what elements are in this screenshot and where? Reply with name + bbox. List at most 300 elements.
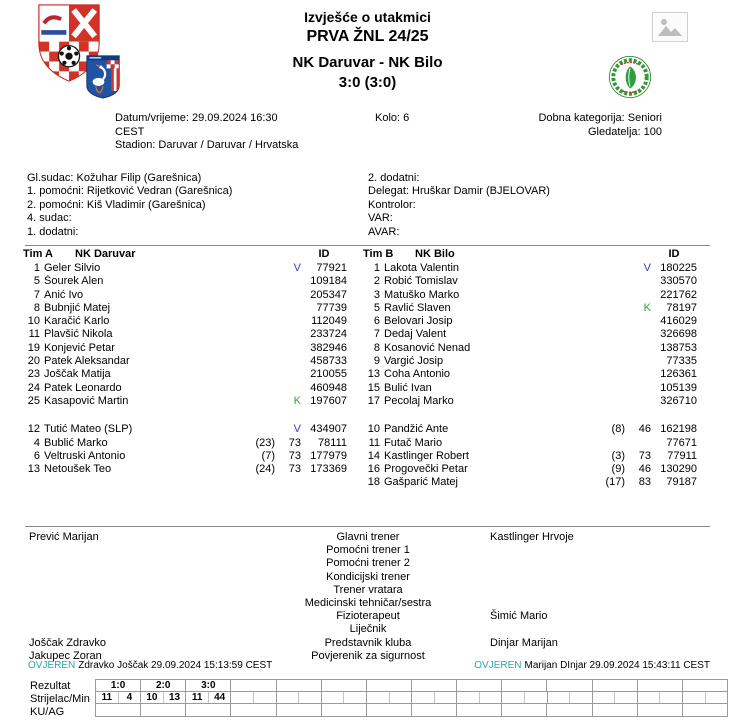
staff-role: Trener vratara (333, 583, 403, 596)
player-number: 10 (367, 423, 380, 436)
player-mark (625, 328, 651, 341)
player-sub-for (241, 275, 275, 288)
staff-name-team-a (25, 584, 268, 597)
player-number: 3 (373, 288, 380, 301)
player-sub-for (591, 368, 625, 381)
player-row (363, 423, 697, 436)
player-sub-for: (24) (255, 463, 275, 476)
player-sub-for (591, 382, 625, 395)
player-sub-for (591, 302, 625, 315)
scorer-min-cell (343, 692, 366, 703)
result-row-label: Strijelac/Min (30, 693, 90, 705)
player-id: 79187 (666, 476, 697, 489)
player-id: 197607 (310, 394, 347, 407)
staff-name-team-b (468, 597, 710, 610)
player-mark: V (293, 262, 301, 274)
player-name: Futač Mario (384, 436, 443, 449)
team-a-id-header: ID (318, 248, 330, 260)
scorer-min-cell (592, 692, 615, 703)
player-sub-for: (3) (611, 449, 625, 462)
score-cell (276, 680, 321, 691)
player-row (363, 315, 697, 328)
player-row (363, 275, 697, 288)
player-number: 24 (27, 381, 40, 394)
staff-role: Medicinski tehničar/sestra (304, 596, 432, 609)
player-number: 17 (367, 394, 380, 407)
official-entry: Kontrolor: (368, 198, 416, 211)
player-id: 382946 (310, 341, 347, 354)
staff-section (25, 531, 710, 663)
player-number: 8 (373, 341, 380, 354)
player-mark (275, 302, 301, 315)
player-sub-for: (9) (611, 463, 625, 476)
staff-name-team-b (468, 557, 710, 570)
scorer-min-cell (298, 692, 321, 703)
staff-row (25, 610, 710, 623)
player-mark: 46 (638, 463, 651, 476)
player-name: Geler Silvio (44, 262, 101, 274)
player-name: Lakota Valentin (384, 262, 460, 274)
official-entry: 1. pomoćni: Rijetković Vedran (Garešnica) (27, 185, 233, 198)
staff-role: Predstavnik kluba (324, 636, 412, 649)
info-line: CEST (115, 125, 145, 138)
player-number: 6 (373, 315, 380, 328)
scorer-min-cell (659, 692, 682, 703)
official-entry: Gl.sudac: Kožuhar Filip (Garešnica) (27, 172, 202, 184)
player-name: Dedaj Valent (384, 328, 447, 341)
player-number: 19 (27, 341, 40, 354)
player-sub-for (241, 355, 275, 368)
nk-daruvar-crest-icon (85, 54, 121, 99)
staff-row (25, 557, 710, 570)
match-category-attendance (538, 112, 662, 139)
staff-role: Pomoćni trener 2 (326, 557, 410, 570)
kuag-cell (456, 704, 501, 716)
player-sub-for (241, 302, 275, 315)
kuag-cell (366, 704, 411, 716)
player-row (363, 328, 697, 341)
player-mark (275, 289, 301, 302)
result-kuag-row (96, 704, 727, 716)
player-number: 11 (368, 436, 380, 449)
player-sub-for (591, 275, 625, 288)
staff-role: Glavni trener (336, 531, 400, 543)
kuag-cell (501, 704, 546, 716)
player-id: 77911 (667, 449, 697, 462)
result-row-label: KU/AG (30, 706, 65, 718)
player-mark (625, 315, 651, 328)
team-a-substitutes (23, 423, 347, 476)
player-sub-for (241, 262, 275, 275)
info-line: Dobna kategorija: Seniori (538, 112, 662, 124)
player-name: Netoušek Teo (44, 463, 112, 476)
player-row (23, 355, 347, 368)
player-row (363, 302, 697, 315)
result-grid (95, 679, 728, 717)
player-sub-for (591, 355, 625, 368)
player-row (363, 355, 697, 368)
player-name: Pecolaj Marko (384, 394, 454, 407)
player-row (23, 328, 347, 341)
certification-left (28, 660, 272, 671)
scorer-min-cell (479, 692, 502, 703)
player-row (23, 275, 347, 288)
team-b-label: Tim B (363, 248, 394, 260)
report-header (200, 9, 535, 46)
player-number: 9 (373, 355, 380, 368)
scorer-min-cell: 11 (101, 692, 113, 703)
kuag-cell (230, 704, 275, 716)
player-mark (625, 368, 651, 381)
kuag-cell (637, 704, 682, 716)
player-sub-for (591, 315, 625, 328)
scorer-min-cell (253, 692, 276, 703)
scorer-min-cell (614, 692, 637, 703)
player-number: 5 (33, 275, 40, 288)
player-number: 13 (367, 368, 380, 381)
team-b-substitutes (363, 423, 697, 489)
player-mark: 46 (638, 423, 651, 436)
player-row (23, 463, 347, 476)
player-mark (625, 289, 651, 302)
player-sub-for (241, 368, 275, 381)
score-cell: 1:0 (110, 680, 126, 691)
scorer-min-cell (547, 692, 570, 703)
player-name: Ravlić Slaven (384, 301, 451, 314)
player-number: 2 (373, 275, 380, 288)
scorer-min-cell (456, 692, 479, 703)
player-number: 1 (373, 262, 380, 274)
player-number: 18 (367, 476, 380, 489)
player-name: Progovečki Petar (384, 463, 468, 476)
player-name: Joščak Matija (44, 368, 111, 381)
player-name: Coha Antonio (384, 368, 451, 381)
player-name: Konjević Petar (44, 341, 115, 354)
player-name: Anić Ivo (44, 288, 84, 301)
staff-row (25, 571, 710, 584)
image-placeholder-icon (652, 12, 688, 42)
player-row (23, 450, 347, 463)
player-id: 210055 (310, 368, 347, 381)
official-entry: 1. dodatni: (27, 225, 79, 238)
player-row (23, 289, 347, 302)
staff-name-team-a (25, 571, 268, 584)
staff-name-team-b (468, 571, 710, 584)
player-name: Robić Tomislav (384, 275, 458, 288)
player-sub-for (591, 262, 625, 275)
player-name: Kosanović Nenad (384, 341, 471, 354)
staff-name-team-b (468, 544, 710, 557)
player-mark (275, 315, 301, 328)
player-name: Veltruski Antonio (44, 449, 126, 462)
player-sub-for (241, 342, 275, 355)
match-datetime-stadium (115, 112, 298, 153)
team-b-starters (363, 262, 697, 408)
scorer-min-cell (411, 692, 434, 703)
official-entry: 2. dodatni: (368, 172, 420, 184)
player-id: 78197 (666, 301, 697, 314)
player-name: Šourek Alen (44, 275, 104, 288)
staff-row (25, 544, 710, 557)
match-title: NK Daruvar - NK Bilo (292, 54, 443, 71)
staff-name-team-a: Joščak Zdravko (29, 636, 107, 649)
score-cell (546, 680, 591, 691)
player-sub-for (241, 315, 275, 328)
player-row (363, 450, 697, 463)
player-number: 16 (367, 463, 380, 476)
official-entry: Delegat: Hruškar Damir (BJELOVAR) (368, 185, 550, 198)
team-a-name: NK Daruvar (75, 248, 136, 260)
player-mark (275, 355, 301, 368)
player-sub-for (241, 423, 275, 436)
info-line: Datum/vrijeme: 29.09.2024 16:30 (115, 112, 278, 124)
score-cell (682, 680, 727, 691)
player-number: 7 (33, 288, 40, 301)
staff-name-team-b: Šimić Mario (490, 610, 548, 623)
staff-name-team-a (25, 557, 268, 570)
player-id: 126361 (660, 368, 697, 381)
player-row (363, 289, 697, 302)
kuag-cell (411, 704, 456, 716)
score-cell (501, 680, 546, 691)
certification-right (474, 660, 710, 671)
player-name: Kastlinger Robert (384, 449, 469, 462)
player-row (23, 368, 347, 381)
staff-name-team-a (25, 597, 268, 610)
result-row-label: Rezultat (30, 680, 71, 692)
team-b-name: NK Bilo (415, 248, 455, 260)
section-divider (25, 526, 710, 527)
team-a-label: Tim A (23, 248, 53, 260)
score-cell (366, 680, 411, 691)
player-mark (625, 342, 651, 355)
scorer-min-cell: 44 (208, 692, 231, 703)
score-cell (321, 680, 366, 691)
kuag-cell (276, 704, 321, 716)
player-name: Vargić Josip (384, 355, 444, 368)
player-sub-for (241, 395, 275, 408)
score-cell (456, 680, 501, 691)
player-name: Plavšić Nikola (44, 328, 113, 341)
player-row (363, 262, 697, 275)
player-sub-for: (7) (261, 449, 275, 462)
player-id: 78111 (318, 436, 347, 449)
player-number: 8 (33, 301, 40, 314)
player-name: Belovari Josip (384, 315, 453, 328)
result-score-row (96, 680, 727, 692)
player-row (363, 437, 697, 450)
staff-row (25, 597, 710, 610)
score-cell: 3:0 (185, 680, 230, 691)
team-b-header (363, 248, 697, 262)
player-id: 221762 (660, 288, 697, 301)
staff-role: Fizioterapeut (336, 610, 400, 623)
certification-left-text: Zdravko Joščak 29.09.2024 15:13:59 CEST (78, 660, 273, 671)
player-id: 77739 (316, 301, 347, 314)
scorer-min-cell (705, 692, 728, 703)
staff-name-team-a (25, 610, 268, 623)
player-row (23, 302, 347, 315)
staff-name-team-b: Kastlinger Hrvoje (490, 531, 574, 543)
player-row (363, 463, 697, 476)
scorer-min-cell: 11 (185, 692, 208, 703)
scorer-min-cell (434, 692, 457, 703)
player-row (363, 368, 697, 381)
player-mark: 73 (288, 463, 301, 476)
player-id: 77921 (316, 262, 347, 274)
player-mark (275, 342, 301, 355)
player-mark: V (643, 262, 651, 274)
player-mark: 73 (638, 449, 651, 462)
staff-role: Pomoćni trener 1 (326, 544, 410, 557)
player-row (23, 423, 347, 436)
player-id: 77671 (666, 436, 697, 449)
player-number: 12 (27, 423, 40, 436)
kuag-cell (592, 704, 637, 716)
player-id: 77335 (666, 355, 697, 368)
kuag-cell (140, 704, 185, 716)
player-number: 14 (367, 449, 380, 462)
staff-row (25, 531, 710, 544)
staff-name-team-b: Dinjar Marijan (490, 636, 558, 649)
player-number: 5 (373, 301, 380, 314)
player-row (23, 262, 347, 275)
player-row (23, 342, 347, 355)
staff-role: Liječnik (349, 623, 387, 636)
player-name: Tutić Mateo (SLP) (44, 423, 133, 436)
result-scorer-min-row (96, 692, 727, 704)
team-b-id-header: ID (668, 248, 680, 260)
score-cell (637, 680, 682, 691)
player-mark (625, 382, 651, 395)
player-mark (275, 382, 301, 395)
kuag-cell (96, 704, 140, 716)
player-id: 177979 (310, 449, 347, 462)
scorer-min-cell (321, 692, 344, 703)
player-sub-for: (23) (255, 436, 275, 449)
player-mark (625, 275, 651, 288)
result-table-labels (30, 680, 90, 719)
certification-row (28, 660, 710, 671)
official-entry: AVAR: (368, 225, 400, 238)
staff-name-team-a: Prević Marijan (29, 531, 99, 543)
ovjeren-badge: OVJEREN (474, 660, 522, 671)
info-line: Gledatelja: 100 (588, 125, 662, 138)
player-id: 105139 (660, 381, 697, 394)
player-id: 173369 (310, 463, 347, 476)
team-b-table (363, 248, 697, 490)
player-number: 11 (28, 328, 40, 341)
competition-title: PRVA ŽNL 24/25 (306, 28, 429, 45)
player-row (23, 382, 347, 395)
nk-bilo-crest-icon (608, 55, 652, 99)
player-row (363, 476, 697, 489)
staff-name-team-b (468, 623, 710, 636)
player-sub-for (241, 382, 275, 395)
player-number: 4 (33, 436, 40, 449)
player-id: 138753 (660, 341, 697, 354)
player-sub-for: (17) (605, 476, 625, 489)
scorer-min-cell (524, 692, 547, 703)
player-number: 10 (27, 315, 40, 328)
player-id: 162198 (660, 423, 697, 436)
player-mark: 73 (288, 436, 301, 449)
player-name: Gašparić Matej (384, 476, 458, 489)
player-row (23, 395, 347, 408)
team-a-table (23, 248, 347, 476)
scorer-min-cell (366, 692, 389, 703)
player-mark: K (293, 394, 301, 407)
staff-row (25, 637, 710, 650)
scorer-min-cell: 10 (140, 692, 163, 703)
staff-name-team-a (25, 623, 268, 636)
player-id: 434907 (310, 423, 347, 436)
staff-row (25, 584, 710, 597)
scorer-min-cell (569, 692, 592, 703)
player-id: 416029 (660, 315, 697, 328)
official-entry: VAR: (368, 212, 393, 225)
player-sub-for (591, 289, 625, 302)
scorer-min-cell (389, 692, 412, 703)
player-row (23, 315, 347, 328)
player-row (23, 437, 347, 450)
player-mark (625, 395, 651, 408)
scorer-min-cell (230, 692, 253, 703)
player-id: 326698 (660, 328, 697, 341)
kuag-cell (185, 704, 230, 716)
player-number: 20 (27, 355, 40, 368)
score-cell (411, 680, 456, 691)
player-number: 7 (373, 328, 380, 341)
player-sub-for (241, 289, 275, 302)
player-mark: 73 (288, 449, 301, 462)
official-entry: 2. pomoćni: Kiš Vladimir (Garešnica) (27, 198, 206, 211)
certification-right-text: Marijan DInjar 29.09.2024 15:43:11 CEST (524, 660, 710, 671)
staff-role: Kondicijski trener (326, 570, 410, 583)
player-row (363, 342, 697, 355)
player-name: Bublić Marko (44, 436, 108, 449)
player-id: 180225 (660, 262, 697, 274)
section-divider (25, 245, 710, 246)
staff-name-team-a (25, 544, 268, 557)
match-score: 3:0 (3:0) (338, 74, 397, 91)
player-id: 460948 (310, 381, 347, 394)
player-sub-for (591, 395, 625, 408)
player-name: Patek Leonardo (44, 381, 122, 394)
kuag-cell (546, 704, 591, 716)
player-id: 130290 (660, 463, 697, 476)
score-cell (230, 680, 275, 691)
player-id: 330570 (660, 275, 697, 288)
scorer-min-cell: 13 (163, 692, 186, 703)
officials-left-column (27, 172, 232, 239)
scorer-min-cell (501, 692, 524, 703)
player-id: 112049 (311, 315, 347, 328)
staff-role: Povjerenik za sigurnost (311, 649, 425, 662)
player-name: Bulić Ivan (384, 381, 432, 394)
scorer-min-cell: 4 (118, 692, 141, 703)
match-header (200, 54, 535, 91)
player-name: Pandžić Ante (384, 423, 449, 436)
kuag-cell (682, 704, 727, 716)
player-sub-for (591, 437, 625, 450)
player-number: 25 (27, 394, 40, 407)
team-a-starters (23, 262, 347, 408)
player-name: Kasapović Martin (44, 394, 129, 407)
scorer-min-cell (276, 692, 299, 703)
player-name: Karačić Karlo (44, 315, 110, 328)
info-line: Stadion: Daruvar / Daruvar / Hrvatska (115, 139, 299, 151)
